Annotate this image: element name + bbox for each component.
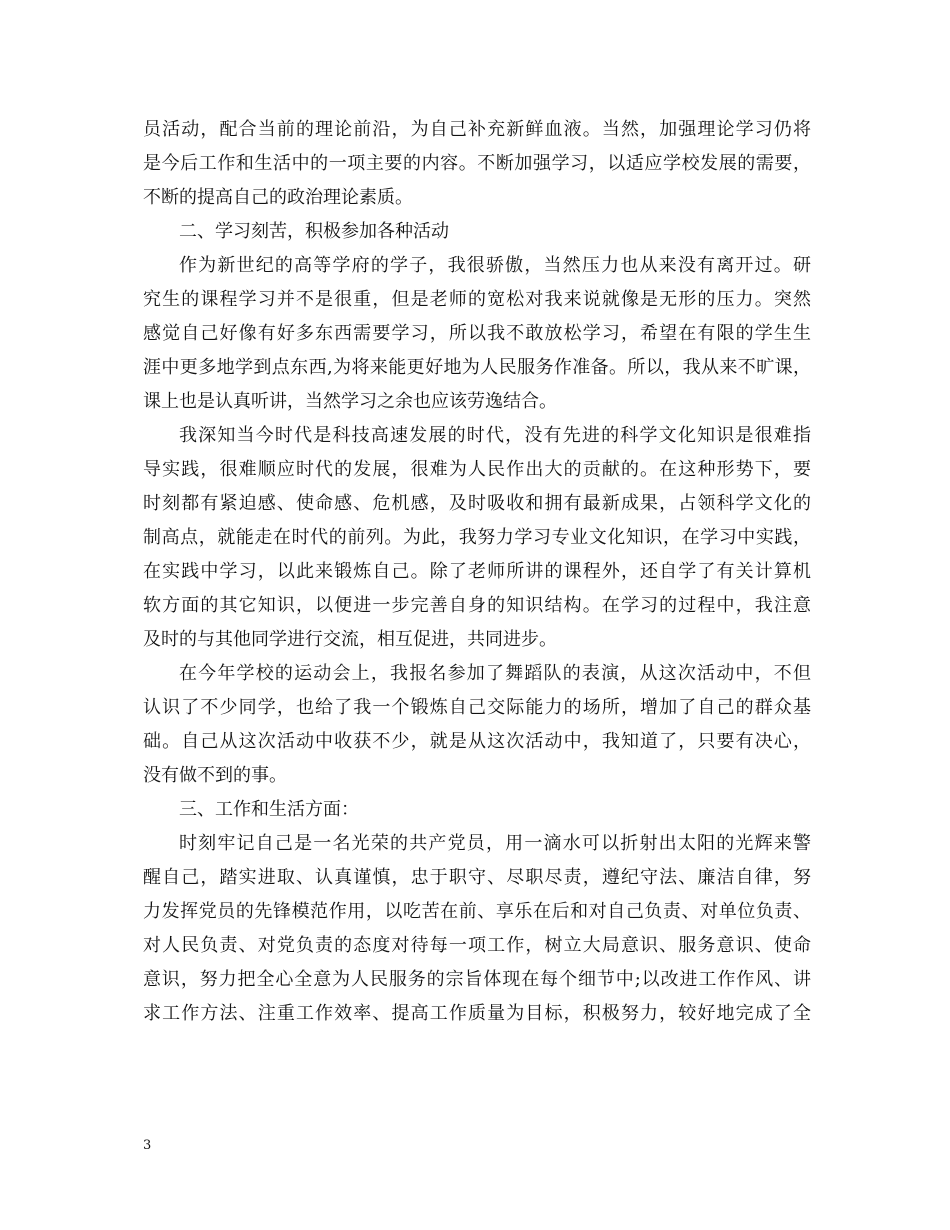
body-text-line: 软方面的其它知识，以便进一步完善自身的知识结构。在学习的过程中，我注意 [143,595,811,616]
body-text-line: 对人民负责、对党负责的态度对待每一项工作，树立大局意识、服务意识、使命 [143,935,811,956]
body-text-line: 课上也是认真听讲，当然学习之余也应该劳逸结合。 [143,391,557,412]
body-text-line: 时刻都有紧迫感、使命感、危机感，及时吸收和拥有最新成果，占领科学文化的 [143,493,811,514]
section-heading: 二、学习刻苦，积极参加各种活动 [179,221,449,242]
body-text-line: 求工作方法、注重工作效率、提高工作质量为目标，积极努力，较好地完成了全 [143,1003,811,1024]
body-text-line: 制高点，就能走在时代的前列。为此，我努力学习专业文化知识，在学习中实践， [143,527,811,548]
body-text-line: 作为新世纪的高等学府的学子，我很骄傲，当然压力也从来没有离开过。研 [179,255,811,276]
section-heading: 三、工作和生活方面： [179,799,359,820]
body-text-line: 导实践，很难顺应时代的发展，很难为人民作出大的贡献的。在这种形势下，要 [143,459,811,480]
body-text-line: 时刻牢记自己是一名光荣的共产党员，用一滴水可以折射出太阳的光辉来警 [179,833,811,854]
body-text-line: 在实践中学习，以此来锻炼自己。除了老师所讲的课程外，还自学了有关计算机 [143,561,811,582]
body-text-line: 感觉自己好像有好多东西需要学习，所以我不敢放松学习，希望在有限的学生生 [143,323,811,344]
body-text-line: 员活动，配合当前的理论前沿，为自己补充新鲜血液。当然，加强理论学习仍将 [143,119,811,140]
body-text-line: 认识了不少同学，也给了我一个锻炼自己交际能力的场所，增加了自己的群众基 [143,697,811,718]
body-text-line: 意识，努力把全心全意为人民服务的宗旨体现在每个细节中;以改进工作作风、讲 [143,969,811,990]
body-text-line: 及时的与其他同学进行交流，相互促进，共同进步。 [143,629,557,650]
body-text-line: 础。自己从这次活动中收获不少，就是从这次活动中，我知道了，只要有决心， [143,731,811,752]
body-text-line: 不断的提高自己的政治理论素质。 [143,187,413,208]
body-text-line: 在今年学校的运动会上，我报名参加了舞蹈队的表演，从这次活动中，不但 [179,663,811,684]
page-number: 3 [143,1138,152,1153]
body-text-line: 力发挥党员的先锋模范作用，以吃苦在前、享乐在后和对自己负责、对单位负责、 [143,901,811,922]
body-text-line: 我深知当今时代是科技高速发展的时代，没有先进的科学文化知识是很难指 [179,425,811,446]
body-text-line: 是今后工作和生活中的一项主要的内容。不断加强学习，以适应学校发展的需要， [143,153,811,174]
body-text-line: 究生的课程学习并不是很重，但是老师的宽松对我来说就像是无形的压力。突然 [143,289,811,310]
body-text-line: 醒自己，踏实进取、认真谨慎，忠于职守、尽职尽责，遵纪守法、廉洁自律，努 [143,867,811,888]
body-text-line: 没有做不到的事。 [143,765,287,786]
body-text-line: 涯中更多地学到点东西,为将来能更好地为人民服务作准备。所以，我从来不旷课， [143,357,811,378]
